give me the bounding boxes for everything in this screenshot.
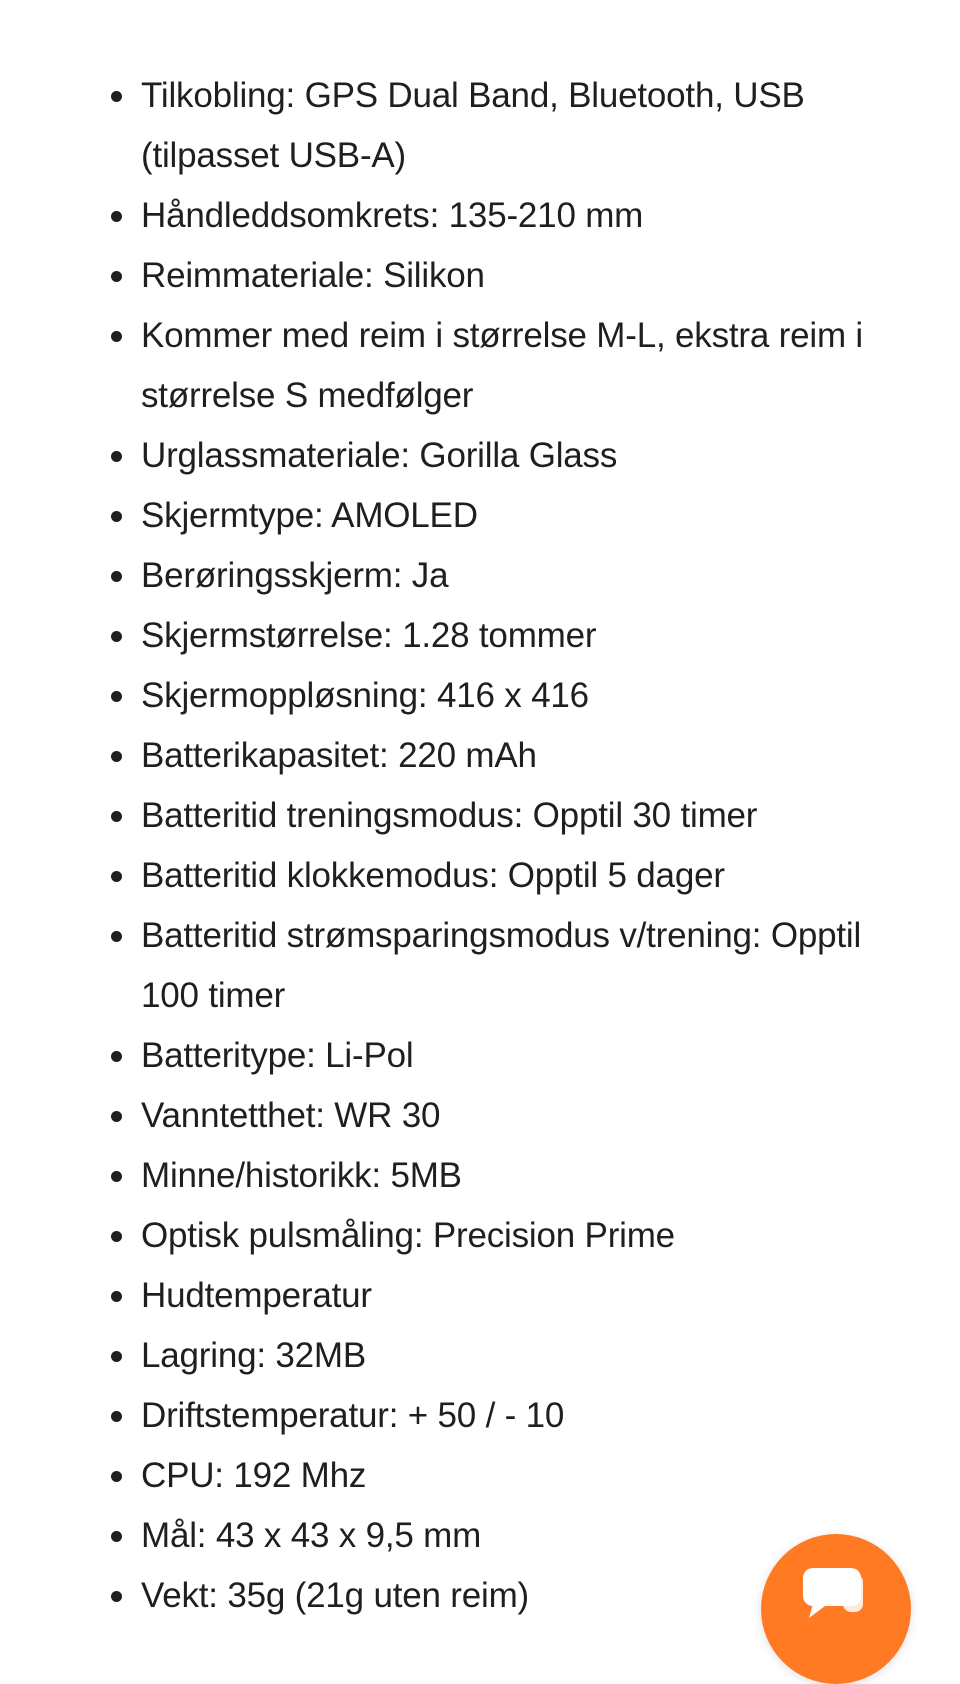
spec-list	[0, 66, 921, 1626]
spec-text: Tilkobling: GPS Dual Band, Bluetooth, USB (tilpasset USB-A)	[141, 76, 805, 175]
bullet-icon	[111, 1171, 122, 1182]
bullet-icon	[111, 751, 122, 762]
bullet-icon	[111, 1111, 122, 1122]
spec-item-wrist-size	[141, 186, 921, 246]
spec-item-screen-size	[141, 606, 921, 666]
spec-text: Hudtemperatur	[141, 1276, 372, 1315]
bullet-icon	[111, 1051, 122, 1062]
spec-text: Lagring: 32MB	[141, 1336, 367, 1375]
spec-text: Kommer med reim i størrelse M-L, ekstra reim i størrelse S medfølger	[141, 316, 864, 415]
spec-text: Vanntetthet: WR 30	[141, 1096, 441, 1135]
spec-item-skin-temperature	[141, 1266, 921, 1326]
spec-text: Batteritype: Li-Pol	[141, 1036, 414, 1075]
spec-item-operating-temperature	[141, 1386, 921, 1446]
bullet-icon	[111, 91, 122, 102]
bullet-icon	[111, 211, 122, 222]
spec-text: CPU: 192 Mhz	[141, 1456, 367, 1495]
bullet-icon	[111, 451, 122, 462]
spec-text: Skjermoppløsning: 416 x 416	[141, 676, 589, 715]
spec-text: Reimmateriale: Silikon	[141, 256, 485, 295]
bullet-icon	[111, 1471, 122, 1482]
chat-bubble-icon	[799, 1564, 869, 1624]
spec-text: Skjermstørrelse: 1.28 tommer	[141, 616, 597, 655]
spec-item-glass-material	[141, 426, 921, 486]
spec-item-battery-saving	[141, 906, 921, 1026]
spec-text: Batteritid treningsmodus: Opptil 30 timer	[141, 796, 758, 835]
bullet-icon	[111, 871, 122, 882]
spec-item-battery-type	[141, 1026, 921, 1086]
bullet-icon	[111, 331, 122, 342]
spec-text: Mål: 43 x 43 x 9,5 mm	[141, 1516, 482, 1555]
bullet-icon	[111, 1291, 122, 1302]
spec-text: Minne/historikk: 5MB	[141, 1156, 462, 1195]
spec-item-strap-material	[141, 246, 921, 306]
spec-item-strap-sizes	[141, 306, 921, 426]
bullet-icon	[111, 511, 122, 522]
bullet-icon	[111, 811, 122, 822]
spec-text: Skjermtype: AMOLED	[141, 496, 478, 535]
bullet-icon	[111, 1351, 122, 1362]
spec-item-water-resistance	[141, 1086, 921, 1146]
chat-button[interactable]	[761, 1534, 911, 1684]
spec-item-resolution	[141, 666, 921, 726]
spec-item-storage	[141, 1326, 921, 1386]
spec-item-touchscreen	[141, 546, 921, 606]
bullet-icon	[111, 1231, 122, 1242]
spec-item-battery-capacity	[141, 726, 921, 786]
spec-text: Vekt: 35g (21g uten reim)	[141, 1576, 529, 1615]
bullet-icon	[111, 571, 122, 582]
bullet-icon	[111, 271, 122, 282]
spec-text: Håndleddsomkrets: 135-210 mm	[141, 196, 644, 235]
bullet-icon	[111, 1411, 122, 1422]
spec-item-battery-watch	[141, 846, 921, 906]
spec-text: Berøringsskjerm: Ja	[141, 556, 449, 595]
spec-item-heart-rate	[141, 1206, 921, 1266]
bullet-icon	[111, 691, 122, 702]
spec-text: Urglassmateriale: Gorilla Glass	[141, 436, 618, 475]
spec-item-cpu	[141, 1446, 921, 1506]
spec-text: Driftstemperatur: + 50 / - 10	[141, 1396, 565, 1435]
spec-item-connectivity	[141, 66, 921, 186]
spec-text: Batterikapasitet: 220 mAh	[141, 736, 537, 775]
bullet-icon	[111, 1591, 122, 1602]
spec-item-battery-training	[141, 786, 921, 846]
spec-item-memory	[141, 1146, 921, 1206]
bullet-icon	[111, 931, 122, 942]
spec-text: Batteritid klokkemodus: Opptil 5 dager	[141, 856, 725, 895]
spec-text: Optisk pulsmåling: Precision Prime	[141, 1216, 675, 1255]
spec-text: Batteritid strømsparingsmodus v/trening: Opptil 100 timer	[141, 916, 862, 1015]
bullet-icon	[111, 631, 122, 642]
spec-item-screen-type	[141, 486, 921, 546]
bullet-icon	[111, 1531, 122, 1542]
